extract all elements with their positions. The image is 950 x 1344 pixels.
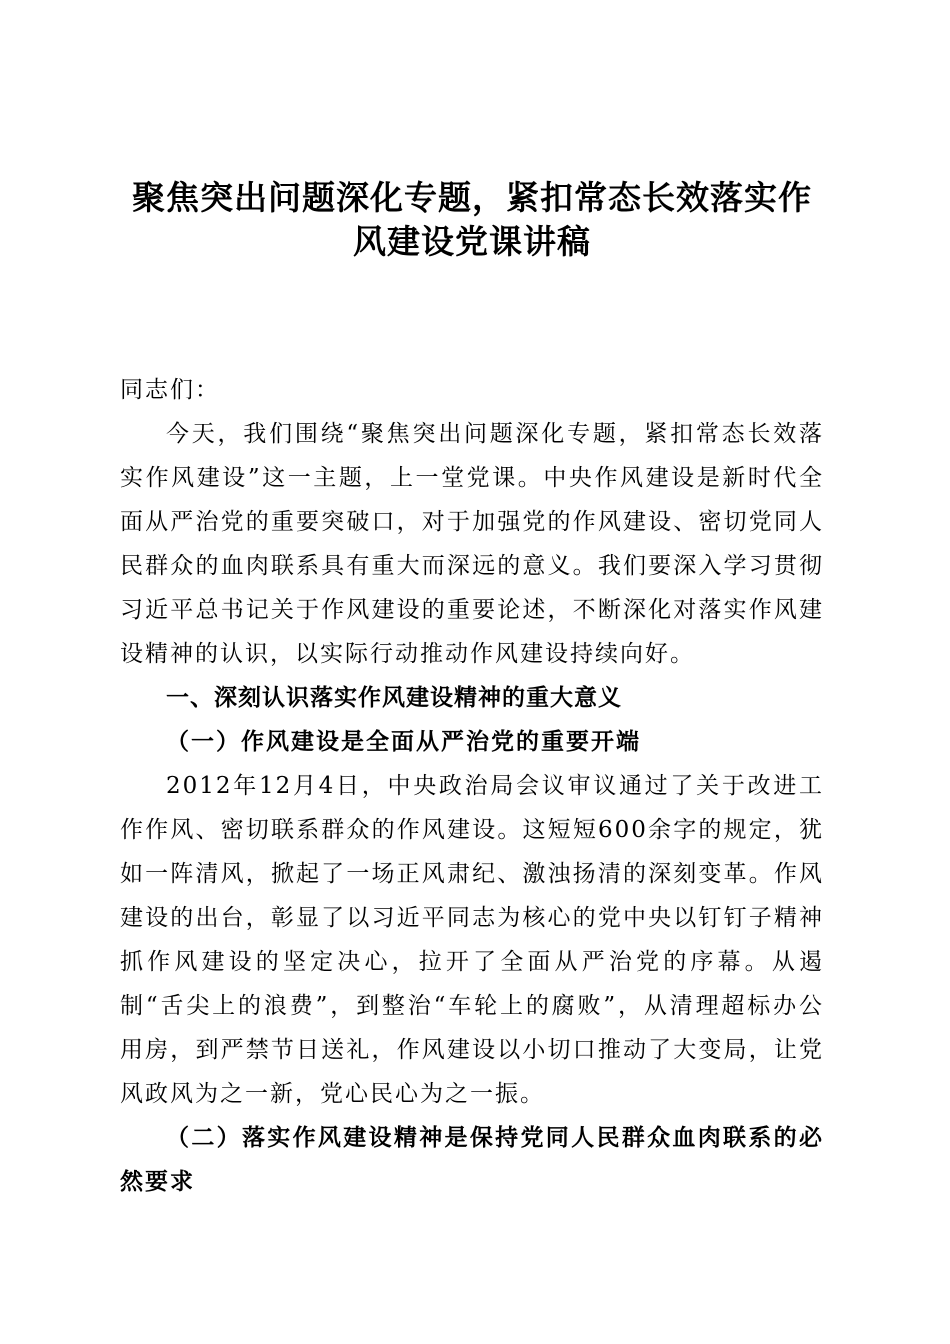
subsection-heading-2: （二）落实作风建设精神是保持党同人民群众血肉联系的必然要求 (120, 1124, 824, 1195)
document-title: 聚焦突出问题深化专题，紧扣常态长效落实作风建设党课讲稿 (132, 178, 812, 261)
subsection-heading-1: （一）作风建设是全面从严治党的重要开端 (166, 728, 641, 755)
subsection-paragraph-1: 2012年12月4日，中央政治局会议审议通过了关于改进工作作风、密切联系群众的作风建设。这短短600余字的规定，犹如一阵清风，掀起了一场正风肃纪、激浊扬清的深刻变革。作风建设的出台，彰显了以习近平同志为核心的党中央以钉钉子精神抓作风建设的坚定决心，拉开了全面从严治党的序幕。从遏制“舌尖上的浪费”，到整治“车轮上的腐败”，从清理超标办公用房，到严禁节日送礼，作风建设以小切口推动了大变局，让党风政风为之一新，党心民心为之一振。 (120, 773, 824, 1107)
salutation: 同志们： (120, 377, 220, 403)
document-body (120, 368, 824, 1204)
intro-paragraph: 今天，我们围绕“聚焦突出问题深化专题，紧扣常态长效落实作风建设”这一主题，上一堂党课。中央作风建设是新时代全面从严治党的重要突破口，对于加强党的作风建设、密切党同人民群众的血肉联系具有重大而深远的意义。我们要深入学习贯彻习近平总书记关于作风建设的重要论述，不断深化对落实作风建设精神的认识，以实际行动推动作风建设持续向好。 (120, 421, 824, 667)
section-heading-1: 一、深刻认识落实作风建设精神的重大意义 (166, 685, 622, 711)
document-page (120, 176, 824, 1204)
